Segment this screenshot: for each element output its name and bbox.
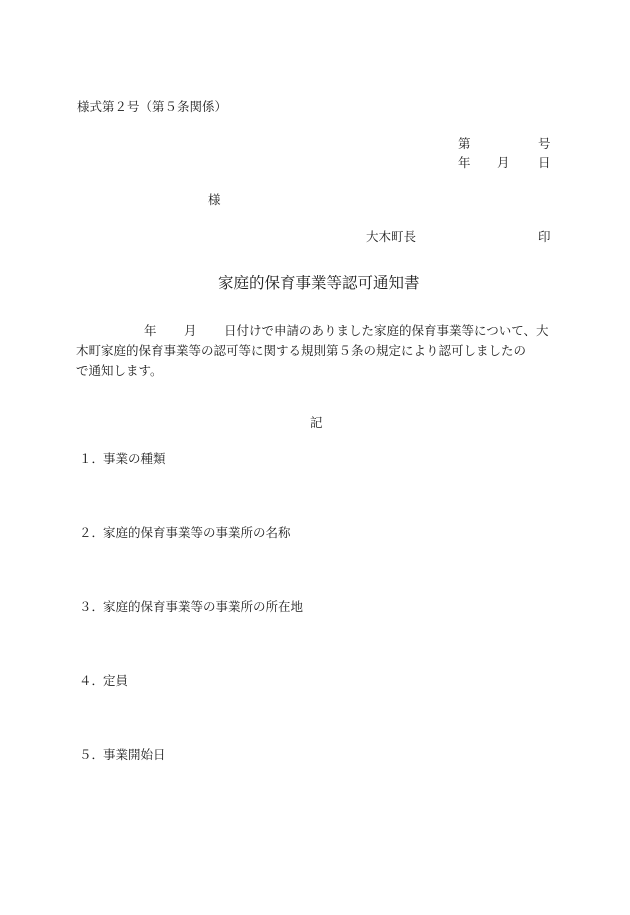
item-2-label: 家庭的保育事業等の事業所の名称 bbox=[103, 525, 291, 540]
issuer-seal: 印 bbox=[538, 229, 551, 244]
reference-dai: 第 bbox=[458, 136, 471, 151]
item-4-number: ４． bbox=[79, 673, 105, 688]
item-5-number: ５． bbox=[79, 747, 105, 762]
reference-year: 年 bbox=[458, 155, 471, 170]
body-year: 年 bbox=[144, 323, 157, 338]
reference-month: 月 bbox=[497, 155, 510, 170]
body-line3: で通知します。 bbox=[76, 363, 163, 378]
addressee-suffix: 様 bbox=[208, 192, 221, 207]
body-month: 月 bbox=[184, 323, 197, 338]
item-2-number: ２． bbox=[79, 525, 105, 540]
form-number-label: 様式第２号（第５条関係） bbox=[77, 99, 228, 114]
item-5-label: 事業開始日 bbox=[103, 747, 166, 762]
body-line1: 日付けで申請のありました家庭的保育事業等について、大 bbox=[224, 323, 549, 338]
reference-day: 日 bbox=[538, 155, 551, 170]
item-3-number: ３． bbox=[79, 599, 105, 614]
issuer-name: 大木町長 bbox=[366, 229, 417, 244]
body-paragraph bbox=[76, 321, 560, 381]
item-1-label: 事業の種類 bbox=[103, 451, 166, 466]
item-3-label: 家庭的保育事業等の事業所の所在地 bbox=[103, 599, 304, 614]
document-title: 家庭的保育事業等認可通知書 bbox=[218, 274, 420, 292]
reference-go: 号 bbox=[538, 136, 551, 151]
body-line2: 木町家庭的保育事業等の認可等に関する規則第５条の規定により認可しましたの bbox=[76, 343, 527, 358]
item-4-label: 定員 bbox=[103, 673, 129, 688]
ki-heading: 記 bbox=[310, 415, 323, 430]
item-1-number: １． bbox=[79, 451, 105, 466]
